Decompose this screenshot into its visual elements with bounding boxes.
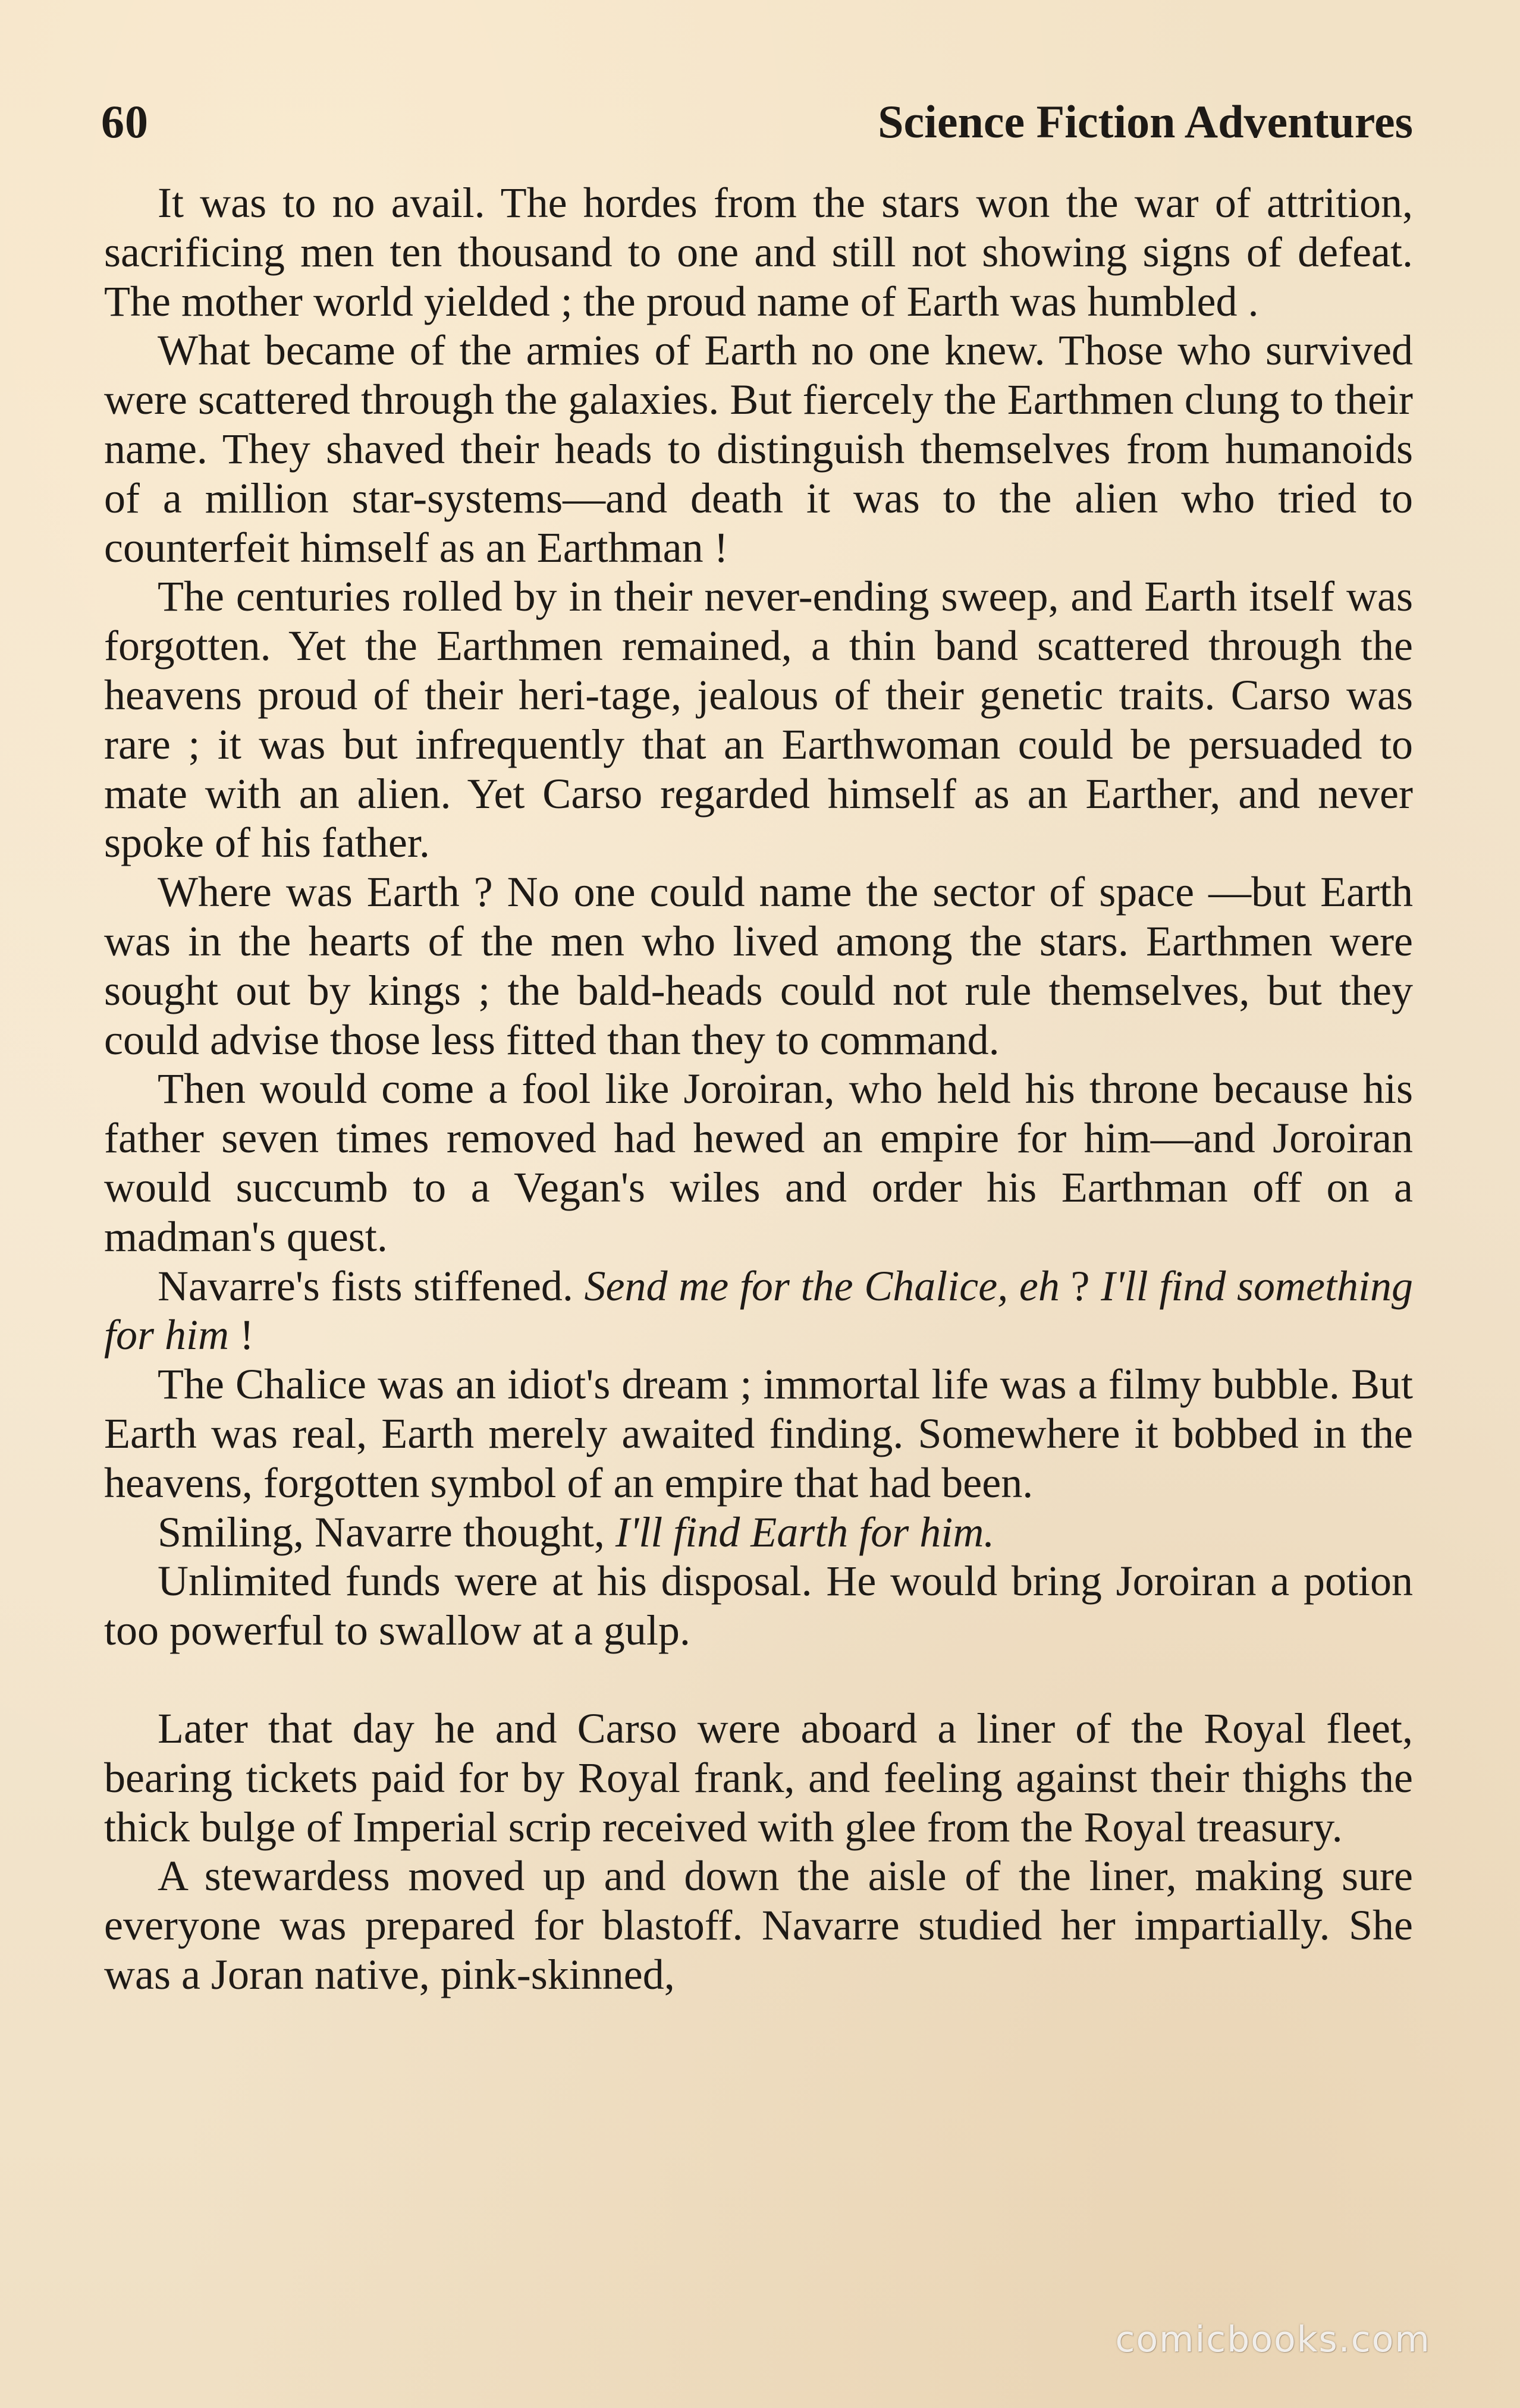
paragraph-p10 [104, 1704, 1413, 1851]
text-run: Where was Earth ? No one could name the sector of space —but Earth was in the hearts of the men who lived among the stars. Earthmen were sought out by kings ; the bald-heads could not rule themselves, but they could advise those less fitted than they to command. [104, 868, 1413, 1064]
text-run: Unlimited funds were at his disposal. He would bring Joroiran a potion too powerful to swallow at a gulp. [104, 1557, 1413, 1655]
paragraph-p1 [104, 178, 1413, 326]
page-number: 60 [101, 96, 149, 147]
text-run: What became of the armies of Earth no one knew. Those who survived were scattered through the galaxies. But fiercely the Earthmen clung to their name. They shaved their heads to distinguish themselves from humanoids of a million star-systems—and death it was to the alien who tried to counterfeit himself as an Earthman ! [104, 326, 1413, 571]
text-run: ! [229, 1311, 255, 1359]
running-title: Science Fiction Adventures [878, 96, 1413, 147]
italic-text: I'll find Earth for him. [615, 1508, 995, 1556]
paragraph-p3 [104, 572, 1413, 867]
story-text [104, 178, 1413, 2000]
section-break [104, 1655, 1413, 1704]
paragraph-p4 [104, 867, 1413, 1064]
italic-text: I'll find something for him [104, 1262, 1414, 1359]
paragraph-p11 [104, 1851, 1413, 1999]
page-header [101, 89, 1413, 155]
italic-text: Send me for the Chalice, eh [584, 1262, 1060, 1310]
paragraph-p2 [104, 326, 1413, 572]
text-run: It was to no avail. The hordes from the stars won the war of attrition, sacrificing men ten thousand to one and still not showing signs of defeat. The mother world yielded ; the proud name of Earth was humbled . [104, 179, 1413, 325]
watermark: comicbooks.com [1115, 2319, 1431, 2360]
paragraph-p7 [104, 1360, 1413, 1507]
paragraph-p5 [104, 1064, 1413, 1261]
text-run: Navarre's fists stiffened. [158, 1262, 585, 1310]
paragraph-p9 [104, 1557, 1413, 1655]
text-run: ? [1059, 1262, 1101, 1310]
paragraph-p8 [104, 1508, 1413, 1557]
text-run: Later that day he and Carso were aboard a liner of the Royal fleet, bearing tickets paid for by Royal frank, and feeling against their thighs the thick bulge of Imperial scrip received with glee from the Royal treasury. [104, 1704, 1413, 1851]
paragraph-p6 [104, 1262, 1413, 1360]
text-run: Smiling, Navarre thought, [158, 1508, 615, 1556]
text-run: The Chalice was an idiot's dream ; immortal life was a filmy bubble. But Earth was real, Earth merely awaited finding. Somewhere it bobbed in the heavens, forgotten symbol of an empire that had been. [104, 1360, 1413, 1507]
text-run: A stewardess moved up and down the aisle of the liner, making sure everyone was prepared for blastoff. Navarre studied her impartially. She was a Joran native, pink-skinned, [104, 1852, 1413, 1998]
text-run: Then would come a fool like Joroiran, who held his throne because his father seven times removed had hewed an empire for him—and Joroiran would succumb to a Vegan's wiles and order his Earthman off on a madman's quest. [104, 1065, 1413, 1260]
text-run: The centuries rolled by in their never-ending sweep, and Earth itself was forgotten. Yet the Earthmen remained, a thin band scattered through the heavens proud of their heri-tage, jealous of their genetic traits. Carso was rare ; it was but infrequently that an Earthwoman could be persuaded to mate with an alien. Yet Carso regarded himself as an Earther, and never spoke of his father. [104, 573, 1413, 867]
